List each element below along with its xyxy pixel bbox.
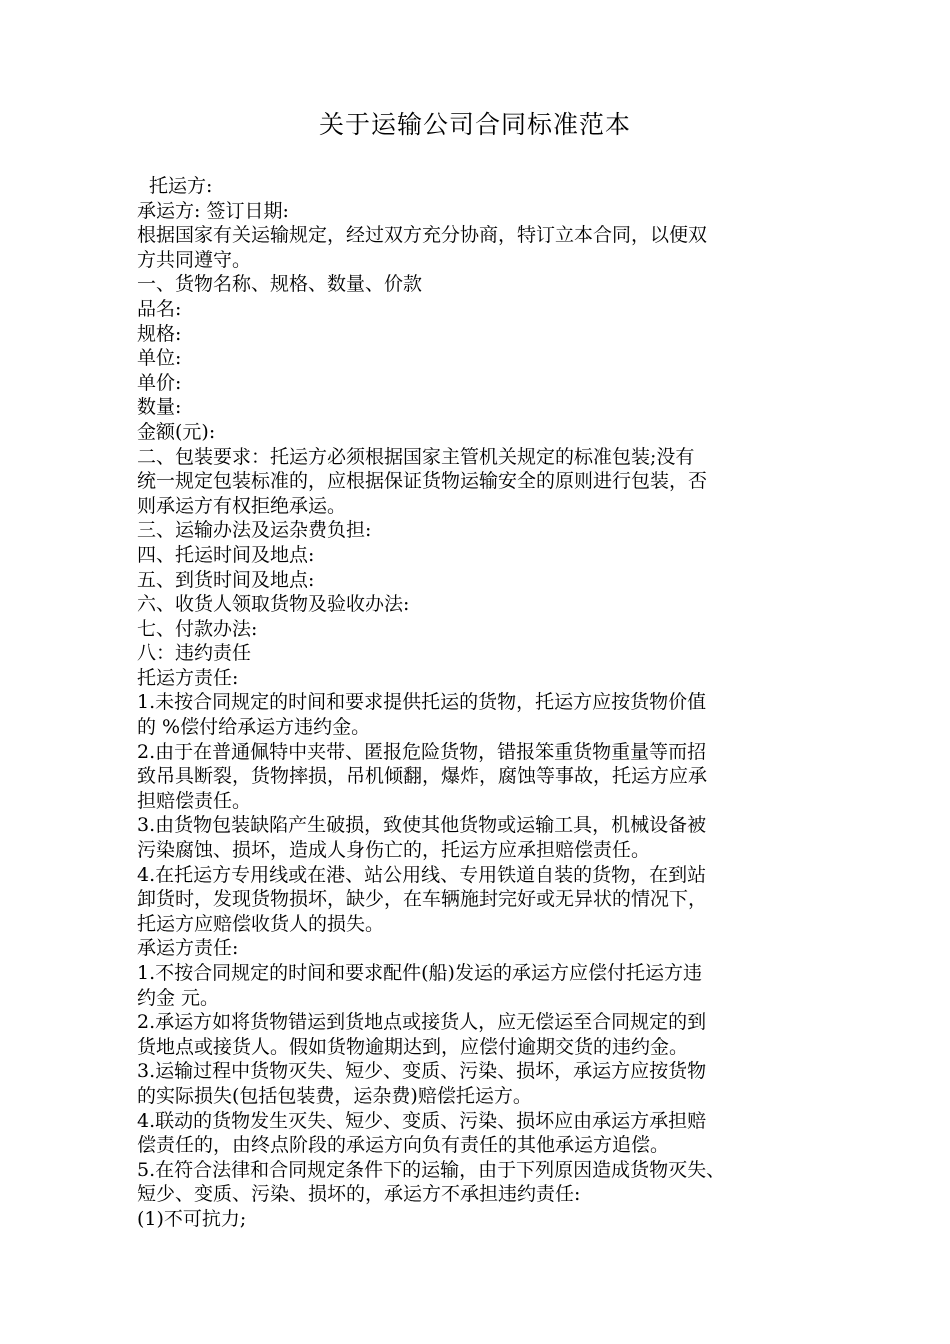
text-line: 污染腐蚀、损坏，造成人身伤亡的，托运方应承担赔偿责任。 [137, 839, 651, 862]
text-line: 五、到货时间及地点: [137, 568, 315, 591]
text-line: 3.运输过程中货物灭失、短少、变质、污染、损坏，承运方应按货物 [137, 1060, 707, 1083]
text-line: 统一规定包装标准的，应根据保证货物运输安全的原则进行包装，否 [137, 470, 708, 493]
text-line: 品名: [137, 297, 182, 320]
text-line: 金额(元): [137, 420, 216, 443]
text-line: 致吊具断裂，货物摔损，吊机倾翻，爆炸，腐蚀等事故，托运方应承 [137, 765, 708, 788]
text-line: 四、托运时间及地点: [137, 543, 315, 566]
text-line: 担赔偿责任。 [137, 789, 252, 812]
text-line: 1.未按合同规定的时间和要求提供托运的货物，托运方应按货物价值 [137, 691, 707, 714]
text-line: 的实际损失(包括包装费，运杂费)赔偿托运方。 [137, 1084, 532, 1107]
text-line: 2.由于在普通佩特中夹带、匿报危险货物，错报笨重货物重量等而招 [137, 740, 707, 763]
text-line: 4.联动的货物发生灭失、短少、变质、污染、损坏应由承运方承担赔 [137, 1109, 707, 1132]
text-line: 2.承运方如将货物错运到货地点或接货人，应无偿运至合同规定的到 [137, 1011, 707, 1034]
text-line: 3.由货物包装缺陷产生破损，致使其他货物或运输工具，机械设备被 [137, 814, 707, 837]
text-line: 一、货物名称、规格、数量、价款 [137, 273, 423, 296]
text-line: 偿责任的，由终点阶段的承运方向负有责任的其他承运方追偿。 [137, 1134, 670, 1157]
text-line: 托运方: [149, 175, 213, 197]
text-line: 1.不按合同规定的时间和要求配件(船)发运的承运方应偿付托运方违 [137, 962, 702, 984]
text-line: 三、运输办法及运杂费负担: [137, 519, 372, 542]
text-line: 六、收货人领取货物及验收办法: [137, 593, 410, 616]
text-line: 4.在托运方专用线或在港、站公用线、专用铁道自装的货物，在到站 [137, 863, 707, 886]
text-line: 卸货时，发现货物损坏，缺少，在车辆施封完好或无异状的情况下， [137, 888, 708, 911]
text-line: 单位: [137, 347, 182, 370]
document-body [137, 174, 827, 1232]
text-line: (1)不可抗力; [137, 1207, 247, 1230]
text-line: 则承运方有权拒绝承运。 [137, 494, 347, 517]
text-line: 货地点或接货人。假如货物逾期达到，应偿付逾期交货的违约金。 [137, 1035, 689, 1058]
text-line: 短少、变质、污染、损坏的，承运方不承担违约责任: [137, 1183, 581, 1206]
text-line: 约金 元。 [137, 986, 220, 1009]
text-line: 单价: [137, 371, 182, 394]
text-line: 承运方: 签订日期: [137, 199, 289, 222]
text-line: 七、付款办法: [137, 617, 258, 640]
text-line: 承运方责任: [137, 937, 239, 960]
text-line: 八：违约责任 [137, 642, 252, 665]
text-line: 的 %偿付给承运方违约金。 [137, 716, 371, 739]
text-line: 根据国家有关运输规定，经过双方充分协商，特订立本合同，以便双 [137, 224, 708, 247]
text-line: 规格: [137, 322, 182, 345]
text-line: 数量: [137, 396, 182, 419]
text-line: 5.在符合法律和合同规定条件下的运输，由于下列原因造成货物灭失、 [137, 1158, 726, 1181]
text-line: 托运方责任: [137, 666, 239, 689]
text-line: 方共同遵守。 [137, 248, 252, 271]
text-line: 二、包装要求：托运方必须根据国家主管机关规定的标准包装;没有 [137, 445, 695, 468]
document-title: 关于运输公司合同标准范本 [318, 110, 631, 139]
text-line: 托运方应赔偿收货人的损失。 [137, 912, 385, 935]
